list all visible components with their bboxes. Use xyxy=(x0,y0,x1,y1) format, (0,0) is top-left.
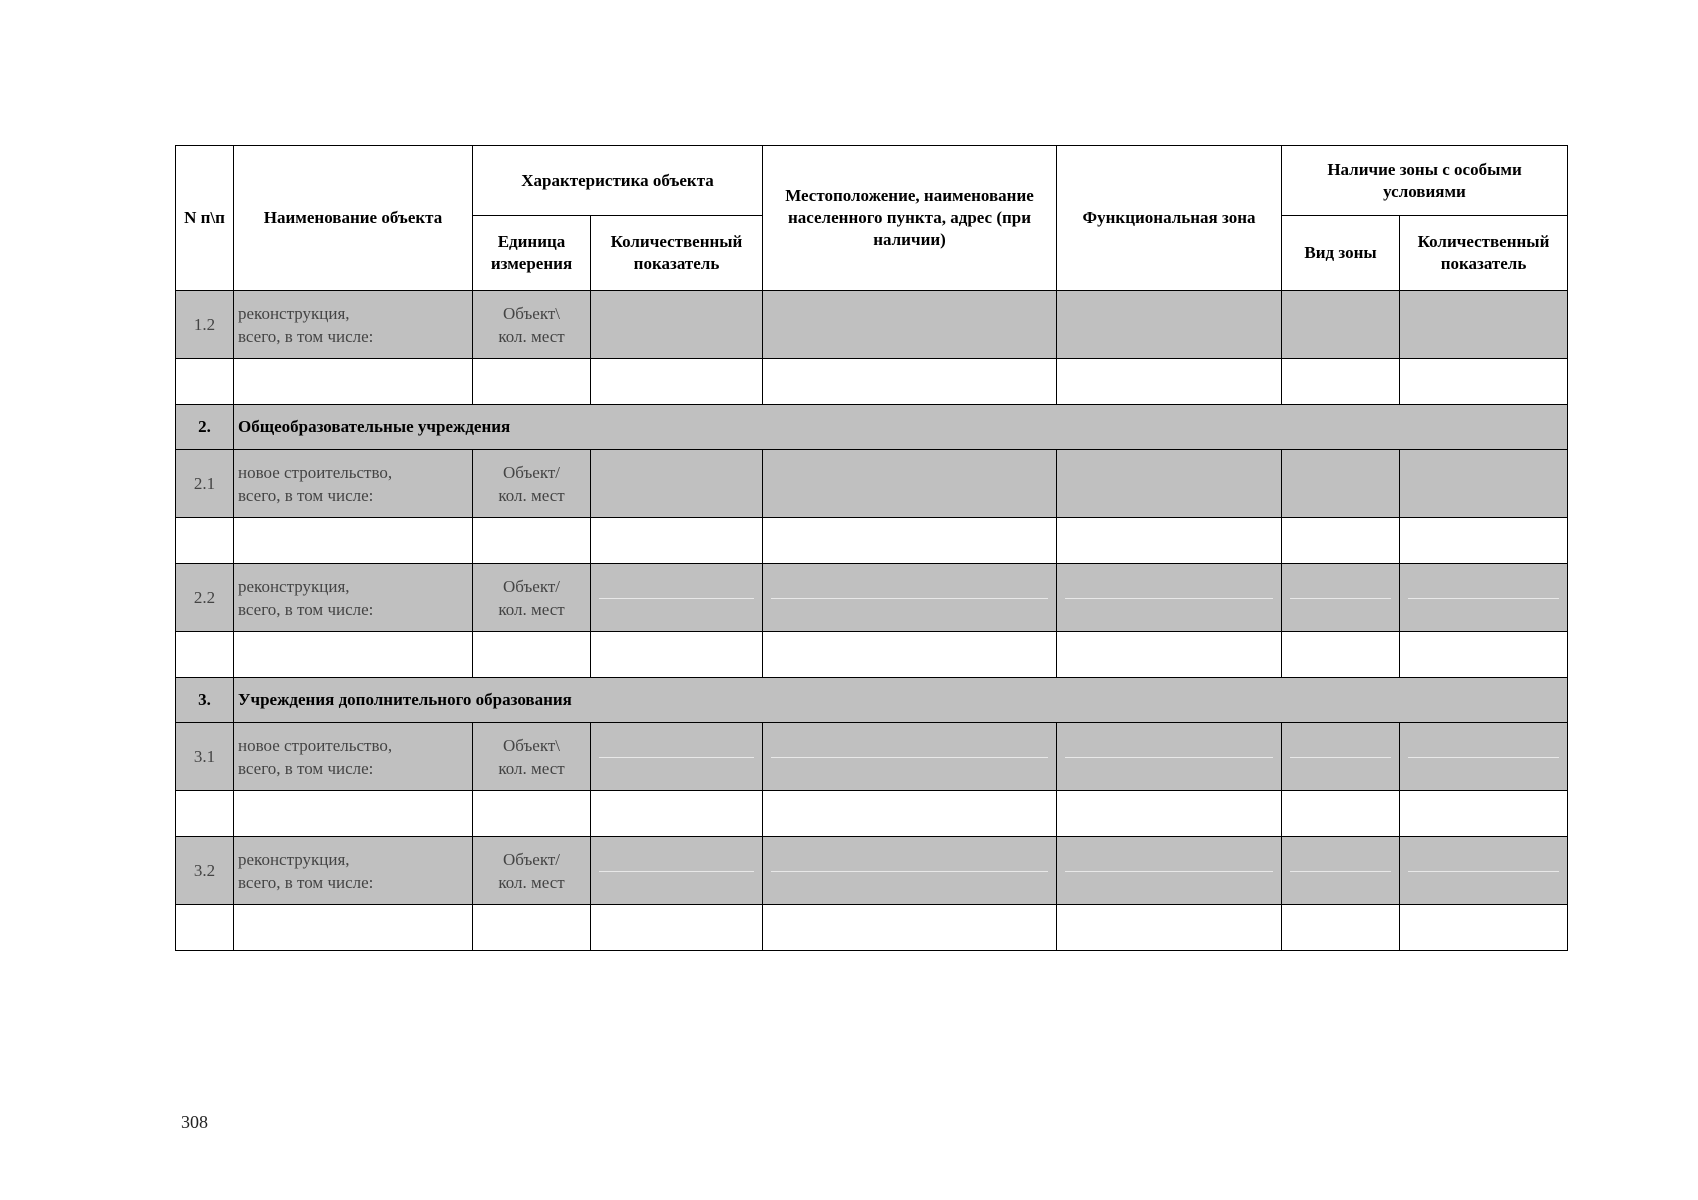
unit-line: Объект\ xyxy=(502,303,561,323)
empty-cell xyxy=(1282,359,1400,405)
row-number: 3.1 xyxy=(176,723,234,791)
empty-cell xyxy=(176,359,234,405)
header-special-zone: Наличие зоны с особыми условиями xyxy=(1282,146,1568,216)
object-name-line: всего, в том числе: xyxy=(238,599,374,619)
quantity-cell xyxy=(591,723,763,791)
fill-line xyxy=(1290,871,1391,872)
functional-zone-cell xyxy=(1057,723,1282,791)
empty-cell xyxy=(1400,791,1568,837)
empty-cell xyxy=(763,518,1057,564)
empty-cell xyxy=(1400,905,1568,951)
empty-cell xyxy=(473,359,591,405)
fill-line xyxy=(771,757,1048,758)
functional-zone-cell xyxy=(1057,564,1282,632)
empty-cell xyxy=(234,518,473,564)
zone-type-cell xyxy=(1282,837,1400,905)
table-row xyxy=(176,450,1568,518)
empty-cell xyxy=(176,518,234,564)
unit-line: Объект/ xyxy=(502,576,561,596)
table-row xyxy=(176,837,1568,905)
unit-line: Объект/ xyxy=(502,462,561,482)
empty-cell xyxy=(1400,359,1568,405)
section-title: Общеобразовательные учреждения xyxy=(234,405,1568,450)
zone-quantity-cell xyxy=(1400,450,1568,518)
quantity-cell xyxy=(591,450,763,518)
fill-line xyxy=(1065,757,1273,758)
object-unit xyxy=(473,837,591,905)
quantity-cell xyxy=(591,564,763,632)
object-name xyxy=(234,564,473,632)
empty-cell xyxy=(591,905,763,951)
empty-cell xyxy=(473,518,591,564)
empty-cell xyxy=(234,905,473,951)
empty-cell xyxy=(1400,518,1568,564)
object-name xyxy=(234,291,473,359)
unit-line: кол. мест xyxy=(498,599,565,619)
empty-cell xyxy=(1282,791,1400,837)
empty-cell xyxy=(1400,632,1568,678)
fill-line xyxy=(771,871,1048,872)
empty-cell xyxy=(1057,791,1282,837)
unit-line: кол. мест xyxy=(498,485,565,505)
header-location: Местоположение, наименование населенного пункта, адрес (при наличии) xyxy=(763,146,1057,291)
header-functional-zone: Функциональная зона xyxy=(1057,146,1282,291)
unit-line: Объект\ xyxy=(502,735,561,755)
zone-type-cell xyxy=(1282,564,1400,632)
row-number: 1.2 xyxy=(176,291,234,359)
empty-cell xyxy=(1282,905,1400,951)
row-number: 2.1 xyxy=(176,450,234,518)
header-quantity: Количественный показатель xyxy=(591,216,763,291)
quantity-cell xyxy=(591,291,763,359)
empty-cell xyxy=(1057,518,1282,564)
empty-cell xyxy=(1057,905,1282,951)
empty-cell xyxy=(1057,632,1282,678)
empty-cell xyxy=(473,632,591,678)
object-name-line: новое строительство, xyxy=(238,735,393,755)
header-num: N п\п xyxy=(176,146,234,291)
header-zone-type: Вид зоны xyxy=(1282,216,1400,291)
object-name xyxy=(234,837,473,905)
table-row xyxy=(176,291,1568,359)
unit-line: Объект/ xyxy=(502,849,561,869)
zone-quantity-cell xyxy=(1400,291,1568,359)
row-number: 2.2 xyxy=(176,564,234,632)
fill-line xyxy=(1408,598,1559,599)
fill-line xyxy=(1408,757,1559,758)
empty-row xyxy=(176,518,1568,564)
object-name-line: новое строительство, xyxy=(238,462,393,482)
object-name-line: реконструкция, xyxy=(238,303,350,323)
object-unit xyxy=(473,450,591,518)
fill-line xyxy=(1065,871,1273,872)
empty-cell xyxy=(234,791,473,837)
object-name xyxy=(234,723,473,791)
section-number: 3. xyxy=(176,678,234,723)
table-header-row xyxy=(176,146,1568,216)
object-name-line: всего, в том числе: xyxy=(238,485,374,505)
empty-cell xyxy=(176,905,234,951)
object-name-line: всего, в том числе: xyxy=(238,326,374,346)
zone-type-cell xyxy=(1282,450,1400,518)
table-row xyxy=(176,723,1568,791)
quantity-cell xyxy=(591,837,763,905)
empty-cell xyxy=(1282,632,1400,678)
empty-cell xyxy=(763,905,1057,951)
empty-cell xyxy=(591,359,763,405)
functional-zone-cell xyxy=(1057,450,1282,518)
location-cell xyxy=(763,723,1057,791)
fill-line xyxy=(1290,598,1391,599)
location-cell xyxy=(763,837,1057,905)
section-title: Учреждения дополнительного образования xyxy=(234,678,1568,723)
object-name-line: всего, в том числе: xyxy=(238,872,374,892)
empty-row xyxy=(176,632,1568,678)
row-number: 3.2 xyxy=(176,837,234,905)
location-cell xyxy=(763,291,1057,359)
functional-zone-cell xyxy=(1057,291,1282,359)
table-row xyxy=(176,564,1568,632)
zone-quantity-cell xyxy=(1400,837,1568,905)
section-number: 2. xyxy=(176,405,234,450)
empty-cell xyxy=(1057,359,1282,405)
empty-cell xyxy=(473,905,591,951)
header-characteristic: Характеристика объекта xyxy=(473,146,763,216)
empty-cell xyxy=(234,632,473,678)
object-unit xyxy=(473,723,591,791)
empty-cell xyxy=(473,791,591,837)
location-cell xyxy=(763,564,1057,632)
unit-line: кол. мест xyxy=(498,758,565,778)
fill-line xyxy=(771,598,1048,599)
fill-line xyxy=(599,757,754,758)
unit-line: кол. мест xyxy=(498,872,565,892)
empty-row xyxy=(176,905,1568,951)
empty-cell xyxy=(1282,518,1400,564)
location-cell xyxy=(763,450,1057,518)
object-name-line: всего, в том числе: xyxy=(238,758,374,778)
object-unit xyxy=(473,291,591,359)
unit-line: кол. мест xyxy=(498,326,565,346)
empty-row xyxy=(176,359,1568,405)
empty-cell xyxy=(176,791,234,837)
header-unit: Единица измерения xyxy=(473,216,591,291)
empty-cell xyxy=(763,632,1057,678)
zone-type-cell xyxy=(1282,723,1400,791)
functional-zone-cell xyxy=(1057,837,1282,905)
empty-cell xyxy=(591,632,763,678)
zone-quantity-cell xyxy=(1400,564,1568,632)
zone-type-cell xyxy=(1282,291,1400,359)
fill-line xyxy=(599,871,754,872)
section-row xyxy=(176,405,1568,450)
empty-cell xyxy=(176,632,234,678)
object-name xyxy=(234,450,473,518)
object-name-line: реконструкция, xyxy=(238,576,350,596)
page-number: 308 xyxy=(181,1112,208,1132)
section-row xyxy=(176,678,1568,723)
empty-row xyxy=(176,791,1568,837)
object-unit xyxy=(473,564,591,632)
header-name: Наименование объекта xyxy=(234,146,473,291)
object-name-line: реконструкция, xyxy=(238,849,350,869)
zone-quantity-cell xyxy=(1400,723,1568,791)
header-zone-quantity: Количественный показатель xyxy=(1400,216,1568,291)
fill-line xyxy=(599,598,754,599)
empty-cell xyxy=(591,791,763,837)
fill-line xyxy=(1408,871,1559,872)
empty-cell xyxy=(591,518,763,564)
fill-line xyxy=(1290,757,1391,758)
empty-cell xyxy=(234,359,473,405)
empty-cell xyxy=(763,359,1057,405)
fill-line xyxy=(1065,598,1273,599)
empty-cell xyxy=(763,791,1057,837)
objects-table xyxy=(175,145,1568,951)
